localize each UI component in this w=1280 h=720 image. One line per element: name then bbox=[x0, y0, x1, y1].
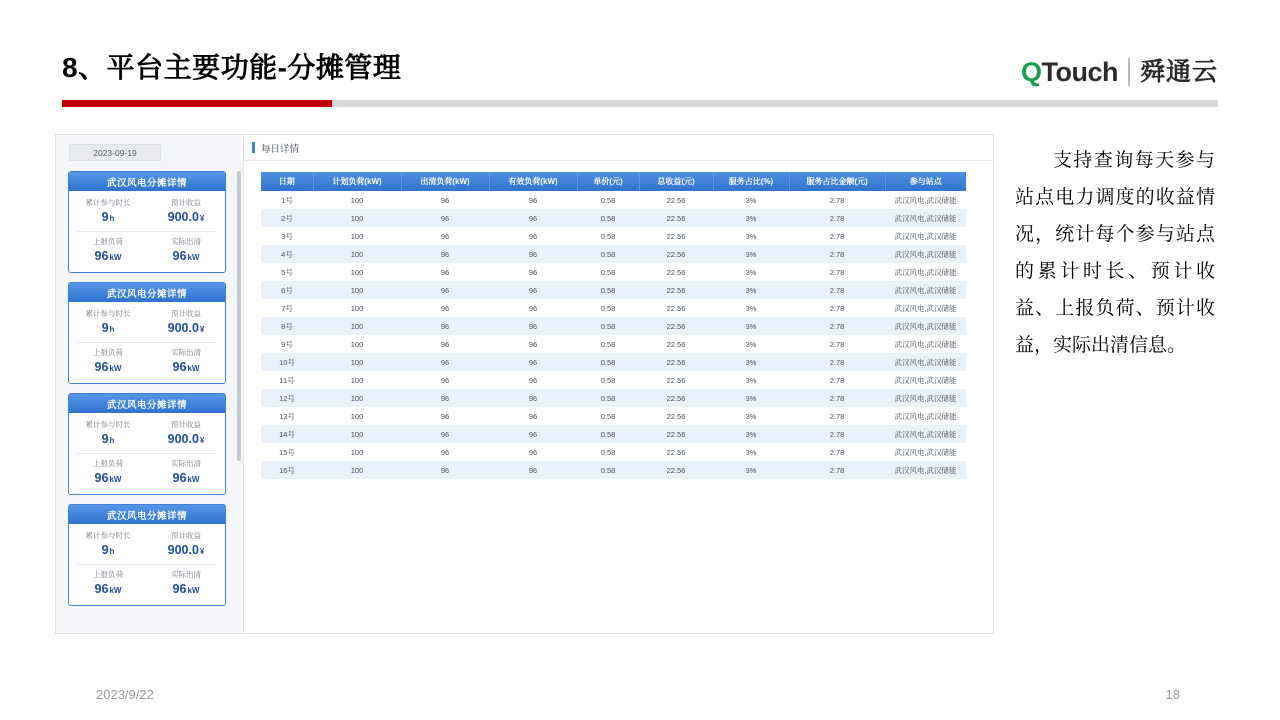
cell-effective-load: 96 bbox=[489, 227, 577, 245]
income-unit: ¥ bbox=[199, 547, 205, 556]
duration-number: 9 bbox=[101, 210, 109, 224]
table-body bbox=[261, 191, 966, 479]
cell-price: 0.58 bbox=[577, 227, 639, 245]
cell-total-income: 22.56 bbox=[639, 317, 713, 335]
station-card-title: 武汉风电分摊详情 bbox=[69, 172, 225, 191]
cell-effective-load: 96 bbox=[489, 335, 577, 353]
page-title: 8、平台主要功能-分摊管理 bbox=[62, 52, 402, 83]
cell-cleared-load: 96 bbox=[401, 461, 489, 479]
clear-label: 实际出清 bbox=[171, 459, 201, 468]
clear-metric bbox=[147, 568, 225, 599]
cell-total-income: 22.56 bbox=[639, 353, 713, 371]
cell-service-ratio: 3% bbox=[713, 263, 789, 281]
duration-value bbox=[69, 542, 147, 560]
cell-service-amount: 2.78 bbox=[789, 209, 885, 227]
cell-total-income: 22.56 bbox=[639, 389, 713, 407]
clear-metric bbox=[147, 346, 225, 377]
column-header: 单价(元) bbox=[577, 172, 639, 191]
cell-effective-load: 96 bbox=[489, 209, 577, 227]
clear-label: 实际出清 bbox=[171, 237, 201, 246]
cell-service-ratio: 3% bbox=[713, 353, 789, 371]
cell-effective-load: 96 bbox=[489, 299, 577, 317]
duration-number: 9 bbox=[101, 432, 109, 446]
duration-unit: h bbox=[109, 214, 115, 223]
right-panel bbox=[244, 135, 993, 633]
station-card-row bbox=[69, 307, 225, 338]
brand-logo bbox=[1021, 55, 1218, 89]
cell-total-income: 22.56 bbox=[639, 191, 713, 209]
clear-label: 实际出清 bbox=[171, 570, 201, 579]
cell-service-ratio: 3% bbox=[713, 245, 789, 263]
cell-total-income: 22.56 bbox=[639, 425, 713, 443]
card-divider bbox=[77, 342, 217, 343]
column-header: 计划负荷(kW) bbox=[313, 172, 401, 191]
duration-metric bbox=[69, 529, 147, 560]
duration-label: 累计参与时长 bbox=[85, 309, 131, 318]
report-unit: kW bbox=[109, 586, 122, 595]
footer-page-number: 18 bbox=[1165, 687, 1180, 702]
cell-planned-load: 100 bbox=[313, 461, 401, 479]
cell-cleared-load: 96 bbox=[401, 425, 489, 443]
cell-cleared-load: 96 bbox=[401, 209, 489, 227]
clear-number: 96 bbox=[172, 249, 187, 263]
cell-effective-load: 96 bbox=[489, 317, 577, 335]
income-unit: ¥ bbox=[199, 214, 205, 223]
report-unit: kW bbox=[109, 253, 122, 262]
income-value bbox=[147, 431, 225, 449]
table-row[interactable] bbox=[261, 245, 966, 263]
column-header: 日期 bbox=[261, 172, 313, 191]
report-value bbox=[69, 359, 147, 377]
card-divider bbox=[77, 453, 217, 454]
table-row[interactable] bbox=[261, 389, 966, 407]
clear-label: 实际出清 bbox=[171, 348, 201, 357]
cell-stations: 武汉风电,武汉储能 bbox=[885, 245, 966, 263]
brand-divider bbox=[1128, 58, 1130, 86]
cell-planned-load: 100 bbox=[313, 317, 401, 335]
duration-unit: h bbox=[109, 436, 115, 445]
cell-date: 9号 bbox=[261, 335, 313, 353]
cell-cleared-load: 96 bbox=[401, 443, 489, 461]
cell-stations: 武汉风电,武汉储能 bbox=[885, 461, 966, 479]
cell-effective-load: 96 bbox=[489, 425, 577, 443]
income-unit: ¥ bbox=[199, 325, 205, 334]
title-divider bbox=[62, 100, 1218, 107]
clear-number: 96 bbox=[172, 582, 187, 596]
cell-stations: 武汉风电,武汉储能 bbox=[885, 209, 966, 227]
cell-stations: 武汉风电,武汉储能 bbox=[885, 191, 966, 209]
income-value bbox=[147, 542, 225, 560]
column-header: 总收益(元) bbox=[639, 172, 713, 191]
cell-service-amount: 2.78 bbox=[789, 299, 885, 317]
clear-value bbox=[147, 359, 225, 377]
cell-service-amount: 2.78 bbox=[789, 281, 885, 299]
cell-total-income: 22.56 bbox=[639, 263, 713, 281]
table-row[interactable] bbox=[261, 227, 966, 245]
station-card-row bbox=[69, 529, 225, 560]
cell-date: 2号 bbox=[261, 209, 313, 227]
cell-stations: 武汉风电,武汉储能 bbox=[885, 389, 966, 407]
column-header: 服务占比金额(元) bbox=[789, 172, 885, 191]
clear-unit: kW bbox=[187, 475, 200, 484]
cell-cleared-load: 96 bbox=[401, 191, 489, 209]
cell-price: 0.58 bbox=[577, 389, 639, 407]
cell-effective-load: 96 bbox=[489, 443, 577, 461]
cell-service-amount: 2.78 bbox=[789, 425, 885, 443]
cell-price: 0.58 bbox=[577, 299, 639, 317]
cell-effective-load: 96 bbox=[489, 407, 577, 425]
cell-price: 0.58 bbox=[577, 209, 639, 227]
cell-service-ratio: 3% bbox=[713, 227, 789, 245]
cell-price: 0.58 bbox=[577, 263, 639, 281]
cell-date: 12号 bbox=[261, 389, 313, 407]
cell-effective-load: 96 bbox=[489, 263, 577, 281]
table-row[interactable] bbox=[261, 191, 966, 209]
cell-planned-load: 100 bbox=[313, 407, 401, 425]
table-row[interactable] bbox=[261, 263, 966, 281]
station-card[interactable] bbox=[68, 171, 226, 273]
table-row[interactable] bbox=[261, 425, 966, 443]
cell-price: 0.58 bbox=[577, 407, 639, 425]
income-label: 预计收益 bbox=[171, 198, 201, 207]
cell-service-ratio: 3% bbox=[713, 389, 789, 407]
report-number: 96 bbox=[94, 471, 109, 485]
cell-stations: 武汉风电,武汉储能 bbox=[885, 317, 966, 335]
date-picker[interactable]: 2023-09-19 bbox=[69, 144, 161, 161]
station-card-title: 武汉风电分摊详情 bbox=[69, 283, 225, 302]
report-value bbox=[69, 581, 147, 599]
cell-date: 8号 bbox=[261, 317, 313, 335]
cell-date: 16号 bbox=[261, 461, 313, 479]
cell-cleared-load: 96 bbox=[401, 371, 489, 389]
table-header-row bbox=[261, 172, 966, 191]
cell-cleared-load: 96 bbox=[401, 281, 489, 299]
cell-cleared-load: 96 bbox=[401, 317, 489, 335]
cell-planned-load: 100 bbox=[313, 245, 401, 263]
cell-cleared-load: 96 bbox=[401, 263, 489, 281]
column-header: 出清负荷(kW) bbox=[401, 172, 489, 191]
cell-service-amount: 2.78 bbox=[789, 461, 885, 479]
cell-price: 0.58 bbox=[577, 443, 639, 461]
cell-price: 0.58 bbox=[577, 461, 639, 479]
table-row[interactable] bbox=[261, 371, 966, 389]
cell-total-income: 22.56 bbox=[639, 335, 713, 353]
cell-total-income: 22.56 bbox=[639, 407, 713, 425]
report-number: 96 bbox=[94, 249, 109, 263]
table-row[interactable] bbox=[261, 317, 966, 335]
duration-value bbox=[69, 209, 147, 227]
station-card[interactable] bbox=[68, 393, 226, 495]
cell-service-amount: 2.78 bbox=[789, 443, 885, 461]
cell-total-income: 22.56 bbox=[639, 299, 713, 317]
brand-q-letter: Q bbox=[1020, 56, 1042, 87]
cell-price: 0.58 bbox=[577, 191, 639, 209]
duration-value bbox=[69, 320, 147, 338]
brand-touch-text: Touch bbox=[1041, 56, 1118, 87]
income-label: 预计收益 bbox=[171, 531, 201, 540]
cell-service-amount: 2.78 bbox=[789, 353, 885, 371]
report-label: 上报负荷 bbox=[93, 459, 123, 468]
footer-date: 2023/9/22 bbox=[96, 687, 154, 702]
table-row[interactable] bbox=[261, 281, 966, 299]
tab-label: 每日详情 bbox=[261, 143, 300, 155]
cell-planned-load: 100 bbox=[313, 371, 401, 389]
duration-metric bbox=[69, 418, 147, 449]
cell-total-income: 22.56 bbox=[639, 281, 713, 299]
cell-planned-load: 100 bbox=[313, 389, 401, 407]
station-card-body bbox=[69, 302, 225, 383]
cell-service-amount: 2.78 bbox=[789, 263, 885, 281]
cell-cleared-load: 96 bbox=[401, 389, 489, 407]
station-card-title: 武汉风电分摊详情 bbox=[69, 394, 225, 413]
cell-planned-load: 100 bbox=[313, 263, 401, 281]
cell-total-income: 22.56 bbox=[639, 371, 713, 389]
report-unit: kW bbox=[109, 364, 122, 373]
cell-planned-load: 100 bbox=[313, 227, 401, 245]
clear-unit: kW bbox=[187, 364, 200, 373]
cell-planned-load: 100 bbox=[313, 425, 401, 443]
duration-value bbox=[69, 431, 147, 449]
cell-service-ratio: 3% bbox=[713, 209, 789, 227]
cell-total-income: 22.56 bbox=[639, 443, 713, 461]
income-number: 900.0 bbox=[167, 210, 199, 224]
cell-date: 4号 bbox=[261, 245, 313, 263]
cell-cleared-load: 96 bbox=[401, 353, 489, 371]
cell-cleared-load: 96 bbox=[401, 407, 489, 425]
clear-value bbox=[147, 248, 225, 266]
report-label: 上报负荷 bbox=[93, 570, 123, 579]
clear-value bbox=[147, 581, 225, 599]
table-row[interactable] bbox=[261, 407, 966, 425]
description-text: 支持查询每天参与站点电力调度的收益情况，统计每个参与站点的累计时长、预计收益、上报负荷、预计收益，实际出清信息。 bbox=[1015, 150, 1215, 356]
report-metric bbox=[69, 235, 147, 266]
cell-total-income: 22.56 bbox=[639, 461, 713, 479]
clear-unit: kW bbox=[187, 253, 200, 262]
cell-effective-load: 96 bbox=[489, 353, 577, 371]
report-number: 96 bbox=[94, 582, 109, 596]
income-label: 预计收益 bbox=[171, 420, 201, 429]
duration-label: 累计参与时长 bbox=[85, 531, 131, 540]
cell-stations: 武汉风电,武汉储能 bbox=[885, 263, 966, 281]
report-value bbox=[69, 470, 147, 488]
cell-date: 11号 bbox=[261, 371, 313, 389]
report-label: 上报负荷 bbox=[93, 237, 123, 246]
income-value bbox=[147, 209, 225, 227]
table-row[interactable] bbox=[261, 335, 966, 353]
station-card-body bbox=[69, 524, 225, 605]
table-row[interactable] bbox=[261, 299, 966, 317]
cell-stations: 武汉风电,武汉储能 bbox=[885, 335, 966, 353]
duration-label: 累计参与时长 bbox=[85, 198, 131, 207]
cell-date: 13号 bbox=[261, 407, 313, 425]
station-card-row bbox=[69, 418, 225, 449]
tab-daily-detail[interactable] bbox=[244, 135, 993, 161]
cell-service-amount: 2.78 bbox=[789, 245, 885, 263]
cell-service-amount: 2.78 bbox=[789, 407, 885, 425]
cell-stations: 武汉风电,武汉储能 bbox=[885, 443, 966, 461]
app-screenshot bbox=[55, 134, 994, 634]
cell-total-income: 22.56 bbox=[639, 245, 713, 263]
cell-planned-load: 100 bbox=[313, 281, 401, 299]
cell-stations: 武汉风电,武汉储能 bbox=[885, 299, 966, 317]
cell-service-ratio: 3% bbox=[713, 371, 789, 389]
cell-planned-load: 100 bbox=[313, 209, 401, 227]
cell-service-amount: 2.78 bbox=[789, 371, 885, 389]
income-metric bbox=[147, 196, 225, 227]
cell-date: 10号 bbox=[261, 353, 313, 371]
income-number: 900.0 bbox=[167, 321, 199, 335]
cell-service-ratio: 3% bbox=[713, 425, 789, 443]
cell-total-income: 22.56 bbox=[639, 209, 713, 227]
cell-service-ratio: 3% bbox=[713, 317, 789, 335]
clear-number: 96 bbox=[172, 471, 187, 485]
duration-unit: h bbox=[109, 325, 115, 334]
cell-date: 5号 bbox=[261, 263, 313, 281]
cell-effective-load: 96 bbox=[489, 389, 577, 407]
station-card[interactable] bbox=[68, 282, 226, 384]
cell-stations: 武汉风电,武汉储能 bbox=[885, 227, 966, 245]
column-header: 参与站点 bbox=[885, 172, 966, 191]
cell-planned-load: 100 bbox=[313, 353, 401, 371]
cell-effective-load: 96 bbox=[489, 245, 577, 263]
clear-metric bbox=[147, 235, 225, 266]
station-card-body bbox=[69, 191, 225, 272]
left-panel-scrollbar[interactable] bbox=[237, 171, 241, 461]
clear-unit: kW bbox=[187, 586, 200, 595]
duration-metric bbox=[69, 307, 147, 338]
cell-service-amount: 2.78 bbox=[789, 227, 885, 245]
duration-unit: h bbox=[109, 547, 115, 556]
cell-service-ratio: 3% bbox=[713, 407, 789, 425]
cell-planned-load: 100 bbox=[313, 335, 401, 353]
cell-cleared-load: 96 bbox=[401, 299, 489, 317]
cell-stations: 武汉风电,武汉储能 bbox=[885, 281, 966, 299]
income-unit: ¥ bbox=[199, 436, 205, 445]
card-divider bbox=[77, 564, 217, 565]
table-row[interactable] bbox=[261, 209, 966, 227]
cell-date: 3号 bbox=[261, 227, 313, 245]
cell-price: 0.58 bbox=[577, 335, 639, 353]
cell-planned-load: 100 bbox=[313, 299, 401, 317]
clear-value bbox=[147, 470, 225, 488]
cell-stations: 武汉风电,武汉储能 bbox=[885, 353, 966, 371]
table-row[interactable] bbox=[261, 353, 966, 371]
report-number: 96 bbox=[94, 360, 109, 374]
duration-number: 9 bbox=[101, 543, 109, 557]
station-card-row bbox=[69, 568, 225, 599]
cell-service-ratio: 3% bbox=[713, 443, 789, 461]
cell-service-amount: 2.78 bbox=[789, 191, 885, 209]
cell-price: 0.58 bbox=[577, 425, 639, 443]
report-metric bbox=[69, 346, 147, 377]
cell-service-ratio: 3% bbox=[713, 281, 789, 299]
daily-detail-table bbox=[261, 172, 966, 479]
cell-service-amount: 2.78 bbox=[789, 389, 885, 407]
income-metric bbox=[147, 307, 225, 338]
duration-label: 累计参与时长 bbox=[85, 420, 131, 429]
report-label: 上报负荷 bbox=[93, 348, 123, 357]
cell-date: 15号 bbox=[261, 443, 313, 461]
brand-chinese-name: 舜通云 bbox=[1139, 57, 1218, 86]
cell-planned-load: 100 bbox=[313, 443, 401, 461]
cell-total-income: 22.56 bbox=[639, 227, 713, 245]
cell-price: 0.58 bbox=[577, 281, 639, 299]
income-metric bbox=[147, 418, 225, 449]
cell-service-ratio: 3% bbox=[713, 335, 789, 353]
report-unit: kW bbox=[109, 475, 122, 484]
cell-effective-load: 96 bbox=[489, 281, 577, 299]
report-metric bbox=[69, 568, 147, 599]
income-metric bbox=[147, 529, 225, 560]
cell-planned-load: 100 bbox=[313, 191, 401, 209]
report-metric bbox=[69, 457, 147, 488]
income-number: 900.0 bbox=[167, 432, 199, 446]
cell-stations: 武汉风电,武汉储能 bbox=[885, 425, 966, 443]
left-panel bbox=[56, 135, 244, 633]
cell-stations: 武汉风电,武汉储能 bbox=[885, 407, 966, 425]
station-card-body bbox=[69, 413, 225, 494]
cell-cleared-load: 96 bbox=[401, 335, 489, 353]
duration-number: 9 bbox=[101, 321, 109, 335]
cell-service-amount: 2.78 bbox=[789, 317, 885, 335]
station-card-row bbox=[69, 457, 225, 488]
station-card-row bbox=[69, 235, 225, 266]
title-divider-accent bbox=[62, 100, 332, 107]
clear-metric bbox=[147, 457, 225, 488]
income-number: 900.0 bbox=[167, 543, 199, 557]
cell-price: 0.58 bbox=[577, 371, 639, 389]
cell-cleared-load: 96 bbox=[401, 245, 489, 263]
cell-date: 14号 bbox=[261, 425, 313, 443]
cell-effective-load: 96 bbox=[489, 191, 577, 209]
card-divider bbox=[77, 231, 217, 232]
station-card-row bbox=[69, 196, 225, 227]
cell-stations: 武汉风电,武汉储能 bbox=[885, 371, 966, 389]
cell-date: 1号 bbox=[261, 191, 313, 209]
station-card-title: 武汉风电分摊详情 bbox=[69, 505, 225, 524]
income-label: 预计收益 bbox=[171, 309, 201, 318]
cell-date: 7号 bbox=[261, 299, 313, 317]
cell-effective-load: 96 bbox=[489, 461, 577, 479]
tab-accent-bar bbox=[252, 142, 255, 153]
station-card-row bbox=[69, 346, 225, 377]
cell-service-amount: 2.78 bbox=[789, 335, 885, 353]
column-header: 有效负荷(kW) bbox=[489, 172, 577, 191]
cell-price: 0.58 bbox=[577, 353, 639, 371]
station-card-list bbox=[68, 171, 228, 615]
cell-service-ratio: 3% bbox=[713, 191, 789, 209]
table-row[interactable] bbox=[261, 461, 966, 479]
column-header: 服务占比(%) bbox=[713, 172, 789, 191]
cell-service-ratio: 3% bbox=[713, 299, 789, 317]
cell-service-ratio: 3% bbox=[713, 461, 789, 479]
station-card[interactable] bbox=[68, 504, 226, 606]
clear-number: 96 bbox=[172, 360, 187, 374]
cell-date: 6号 bbox=[261, 281, 313, 299]
income-value bbox=[147, 320, 225, 338]
cell-effective-load: 96 bbox=[489, 371, 577, 389]
duration-metric bbox=[69, 196, 147, 227]
report-value bbox=[69, 248, 147, 266]
cell-cleared-load: 96 bbox=[401, 227, 489, 245]
table-row[interactable] bbox=[261, 443, 966, 461]
cell-price: 0.58 bbox=[577, 245, 639, 263]
cell-price: 0.58 bbox=[577, 317, 639, 335]
